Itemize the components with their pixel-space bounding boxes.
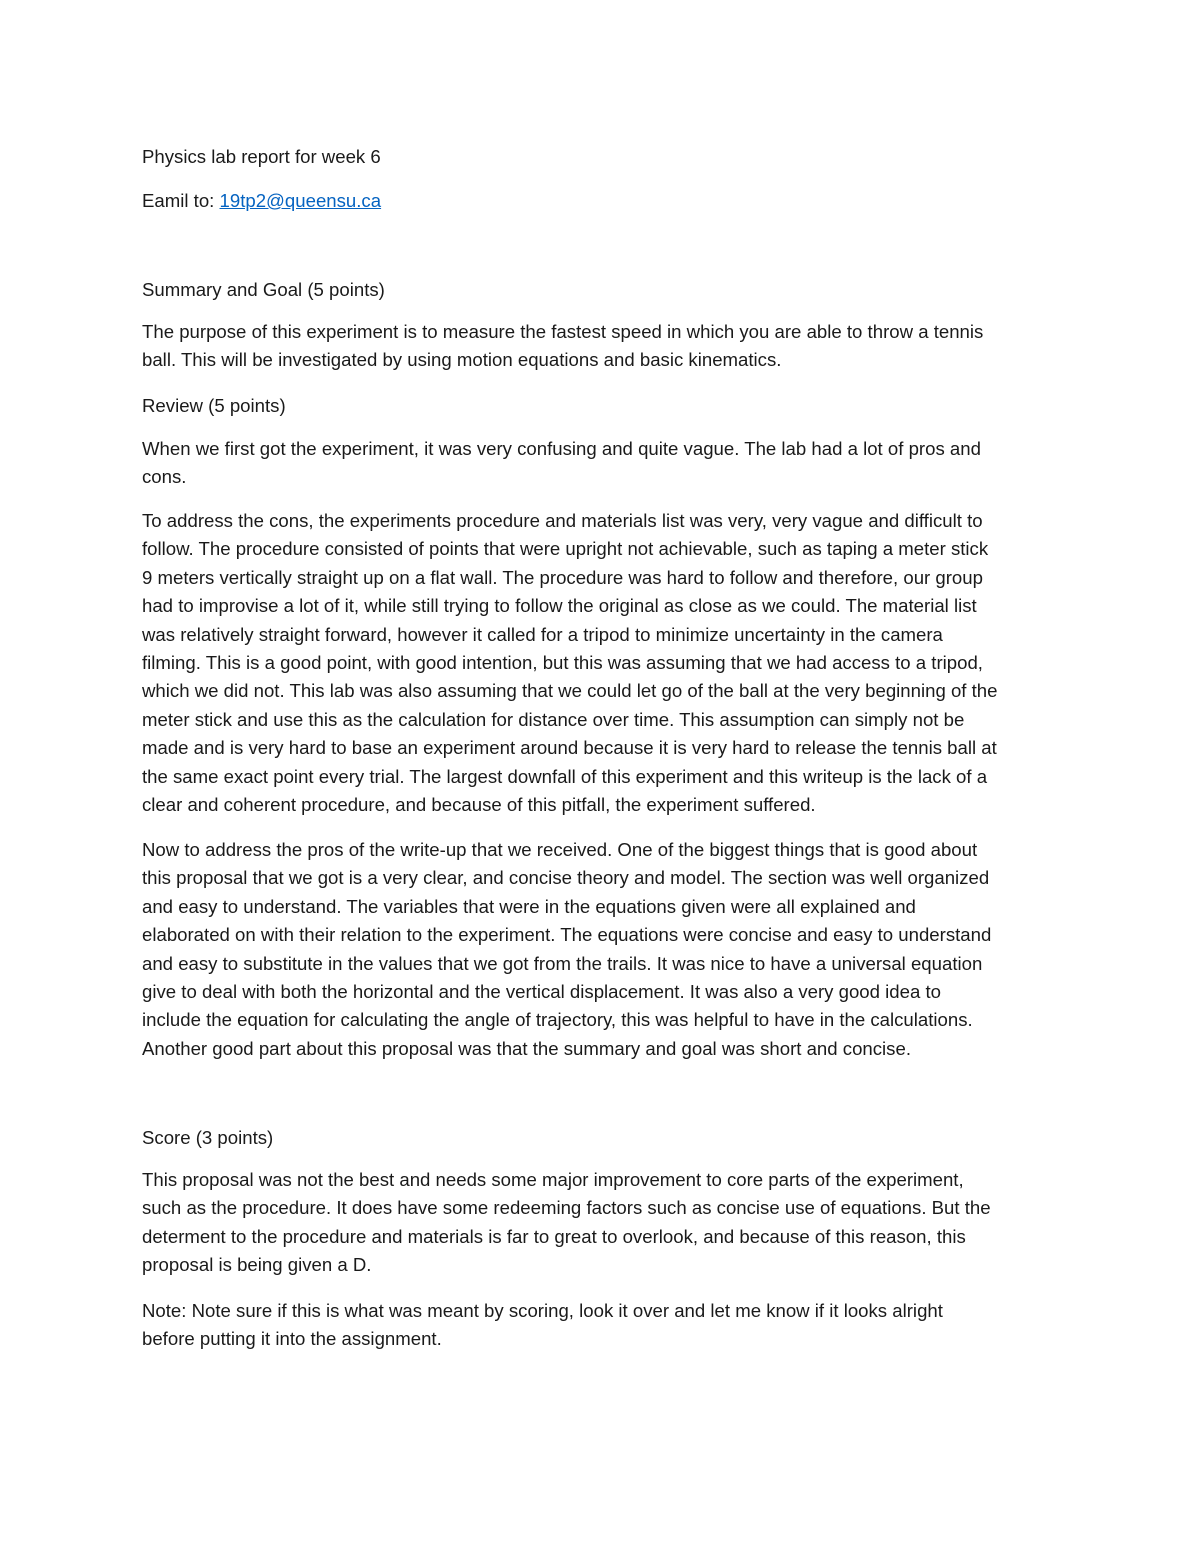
summary-paragraph: [142, 318, 1062, 375]
text-line: cons.: [142, 466, 187, 488]
email-label: Eamil to:: [142, 190, 215, 211]
score-heading: Score (3 points): [142, 1127, 274, 1148]
text-line: was relatively straight forward, however it called for a tripod to minimize uncertainty in the camera: [142, 623, 943, 645]
note-paragraph: [142, 1297, 1062, 1354]
text-line: had to improvise a lot of it, while still trying to follow the original as close as we could. The material list: [142, 595, 977, 617]
text-line: Note: Note sure if this is what was meant by scoring, look it over and let me know if it looks alright: [142, 1300, 943, 1321]
text-line: and easy to understand. The variables that were in the equations given were all explained and: [142, 895, 916, 917]
text-line: Another good part about this proposal was that the summary and goal was short and concise.: [142, 1037, 911, 1059]
text-line: the same exact point every trial. The largest downfall of this experiment and this writeup is the lack of a: [142, 765, 988, 787]
text-line: elaborated on with their relation to the experiment. The equations were concise and easy to understand: [142, 924, 992, 946]
text-line: determent to the procedure and materials is far to great to overlook, and because of this reason, this: [142, 1225, 966, 1247]
text-line: this proposal that we got is a very clear, and concise theory and model. The section was well organized: [142, 867, 990, 889]
email-link[interactable]: 19tp2@queensu.ca: [219, 190, 382, 211]
text-line: To address the cons, the experiments procedure and materials list was very, very vague and difficult to: [142, 510, 983, 531]
text-line: filming. This is a good point, with good intention, but this was assuming that we had access to a tripod,: [142, 652, 983, 674]
text-line: meter stick and use this as the calculation for distance over time. This assumption can simply not be: [142, 708, 965, 730]
text-line: proposal is being given a D.: [142, 1254, 372, 1276]
text-line: 9 meters vertically straight up on a flat wall. The procedure was hard to follow and therefore, our group: [142, 566, 983, 588]
review-heading: Review (5 points): [142, 395, 286, 416]
text-line: before putting it into the assignment.: [142, 1328, 442, 1350]
text-line: which we did not. This lab was also assuming that we could let go of the ball at the very beginning of the: [142, 680, 998, 702]
review-paragraph-2: [142, 507, 1062, 819]
text-line: made and is very hard to base an experiment around because it is very hard to release the tennis ball at: [142, 737, 997, 759]
text-line: The purpose of this experiment is to measure the fastest speed in which you are able to throw a tennis: [142, 321, 984, 342]
text-line: include the equation for calculating the angle of trajectory, this was helpful to have in the calculations.: [142, 1009, 973, 1031]
score-paragraph: [142, 1166, 1062, 1280]
summary-heading: Summary and Goal (5 points): [142, 279, 385, 300]
text-line: When we first got the experiment, it was very confusing and quite vague. The lab had a lot of pros and: [142, 438, 981, 459]
text-line: clear and coherent procedure, and because of this pitfall, the experiment suffered.: [142, 794, 816, 816]
text-line: ball. This will be investigated by using motion equations and basic kinematics.: [142, 349, 782, 371]
text-line: follow. The procedure consisted of points that were upright not achievable, such as taping a meter stick: [142, 538, 989, 560]
review-paragraph-1: [142, 435, 1062, 492]
document-title: Physics lab report for week 6: [142, 146, 381, 167]
text-line: This proposal was not the best and needs some major improvement to core parts of the experiment,: [142, 1169, 964, 1190]
text-line: such as the procedure. It does have some redeeming factors such as concise use of equations. But the: [142, 1197, 991, 1219]
review-paragraph-3: [142, 836, 1062, 1063]
text-line: and easy to substitute in the values that we got from the trails. It was nice to have a universal equation: [142, 952, 983, 974]
text-line: Now to address the pros of the write-up that we received. One of the biggest things that is good about: [142, 839, 978, 860]
email-line: [142, 192, 381, 211]
text-line: give to deal with both the horizontal and the vertical displacement. It was also a very good idea to: [142, 981, 941, 1003]
